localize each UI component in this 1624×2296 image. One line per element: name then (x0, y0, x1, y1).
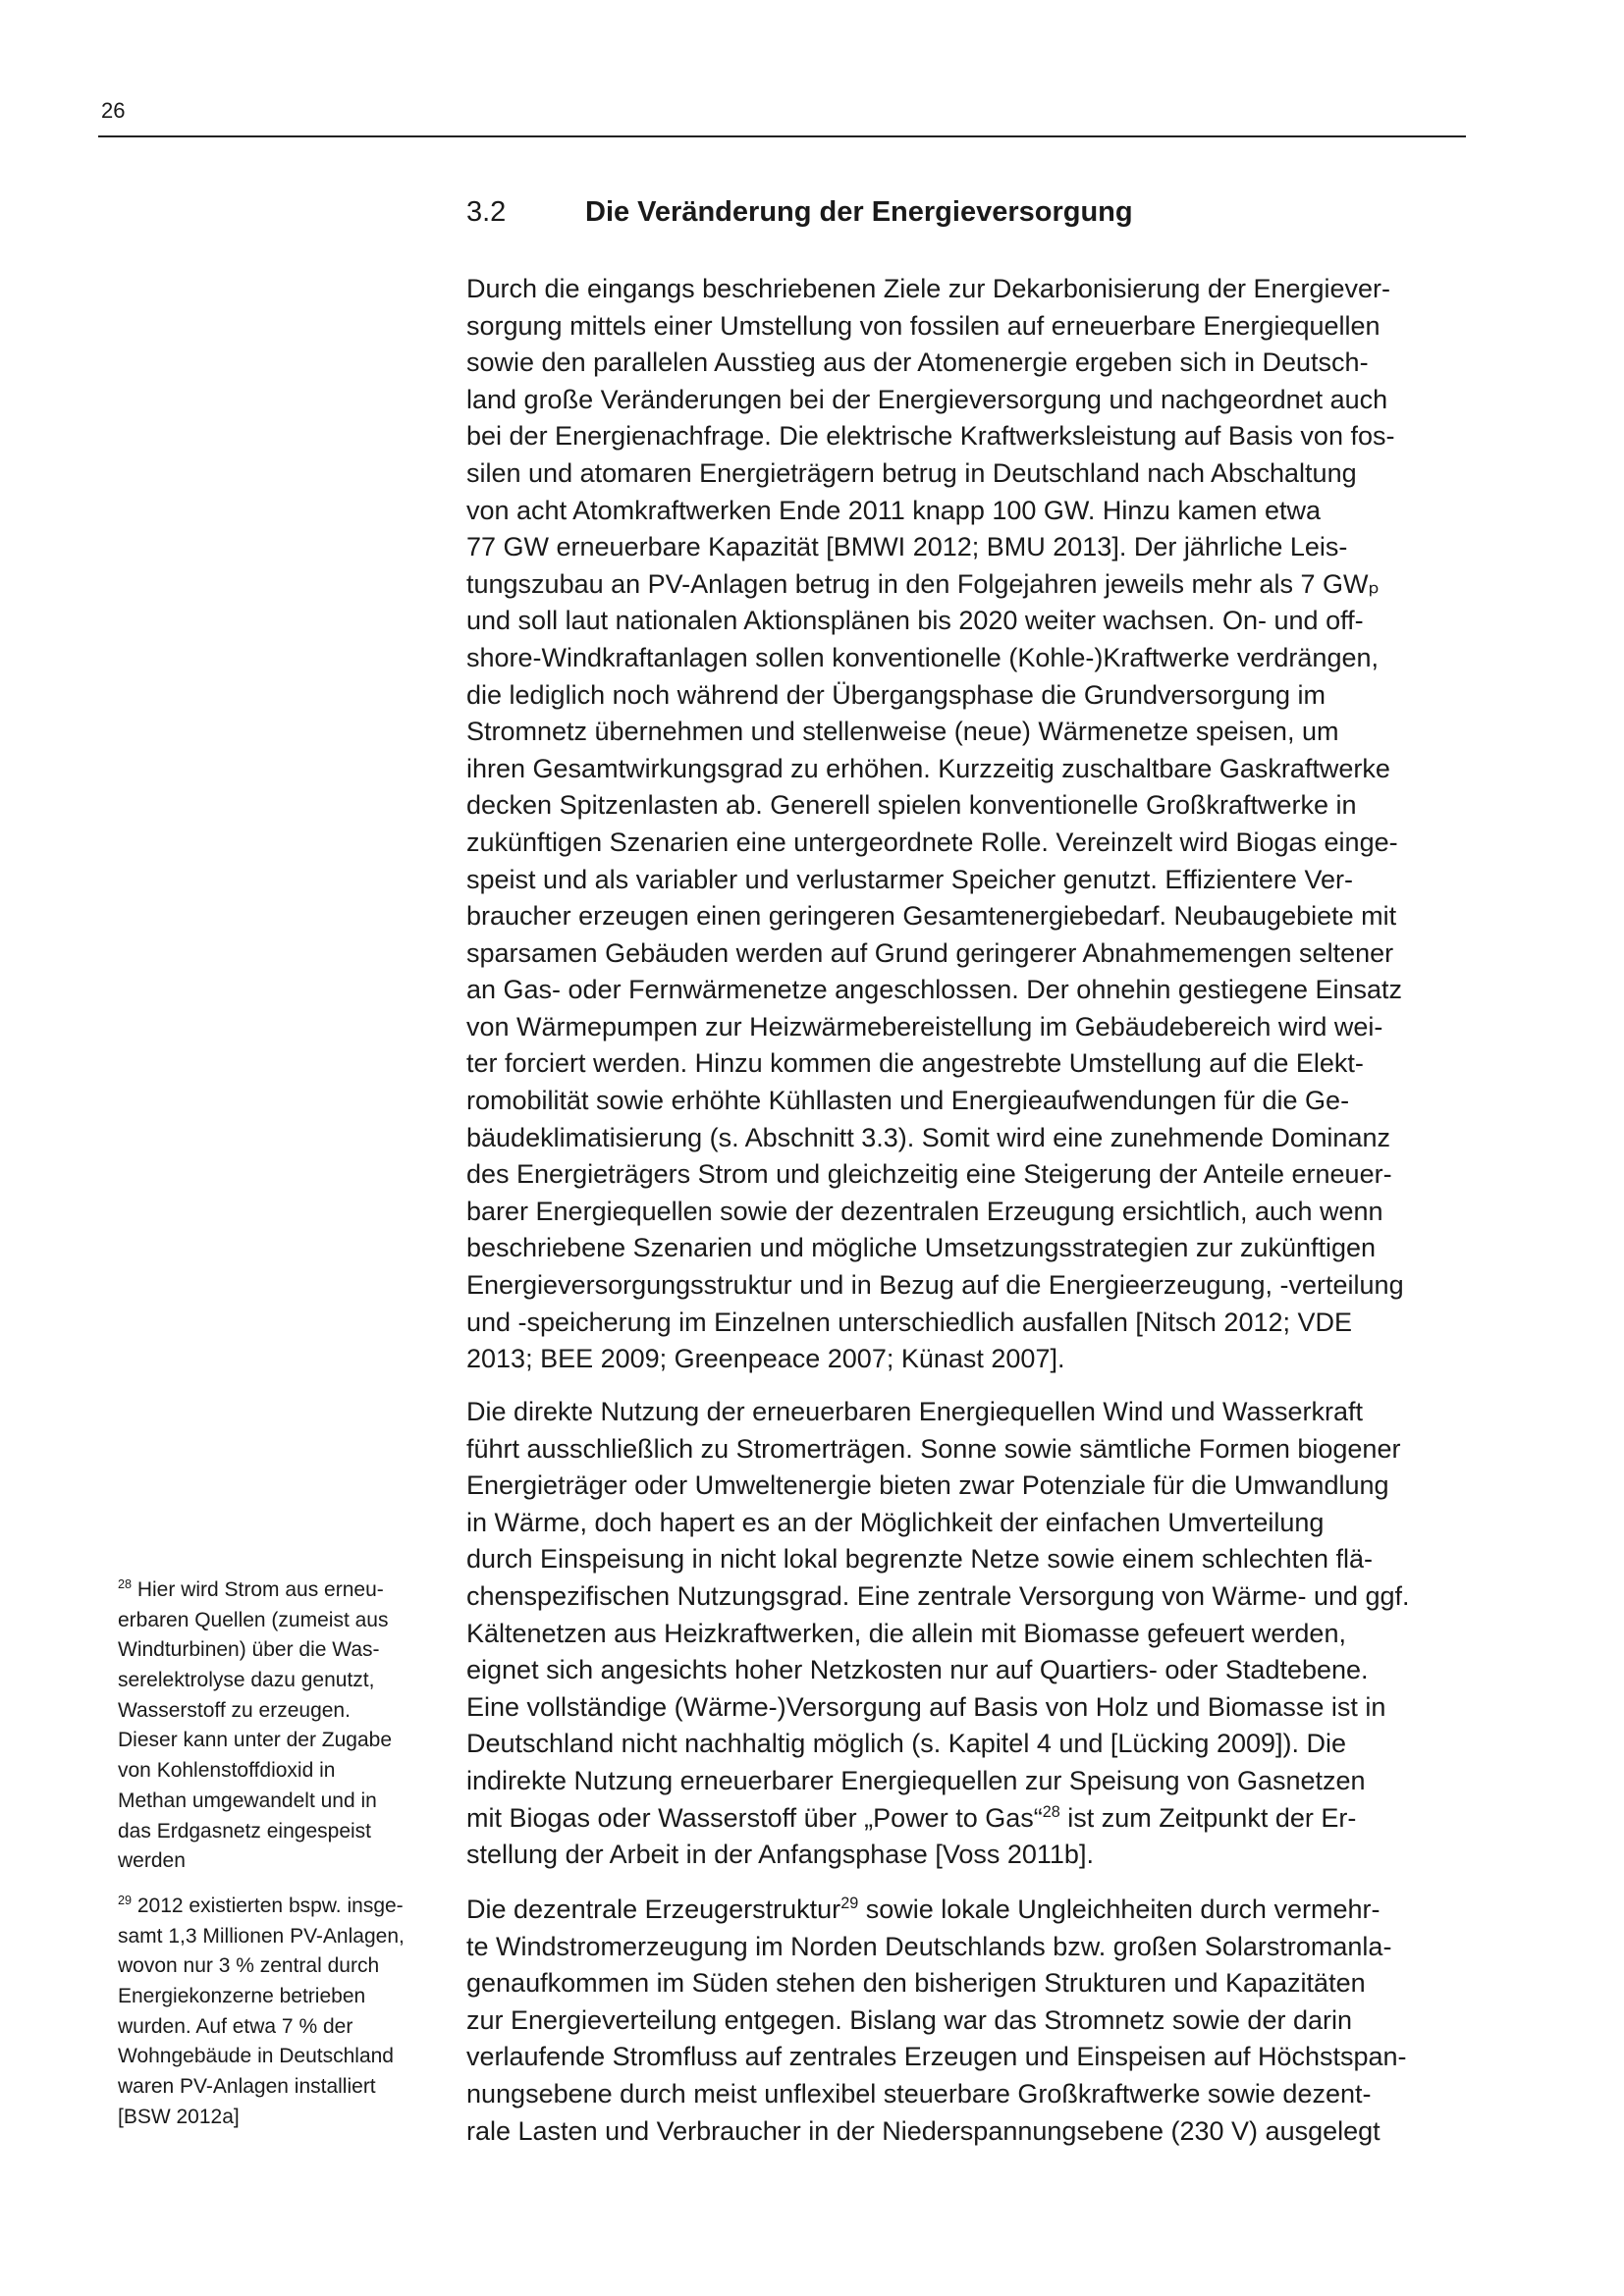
section-number: 3.2 (466, 196, 507, 228)
text-line: führt ausschließlich zu Stromerträgen. Sonne sowie sämtliche Formen biogener (466, 1433, 1401, 1464)
text-line: verlaufende Stromfluss auf zentrales Erzeugen und Einspeisen auf Höchstspan- (466, 2042, 1407, 2072)
text-line: decken Spitzenlasten ab. Generell spielen konventionelle Großkraftwerke in (466, 790, 1357, 821)
paragraph (466, 1892, 1407, 2150)
text-line: sparsamen Gebäuden werden auf Grund geringerer Abnahmemengen seltener (466, 937, 1394, 968)
text-line: shore-Windkraftanlagen sollen konventionelle (Kohle-)Kraftwerke verdrängen, (466, 642, 1379, 672)
paragraph (466, 1394, 1410, 1874)
line-text: sowie lokale Ungleichheiten durch vermehr- (858, 1895, 1380, 1924)
text-line: des Energieträgers Strom und gleichzeitig eine Steigerung der Anteile erneuer- (466, 1159, 1392, 1190)
text-line: rale Lasten und Verbraucher in der Niederspannungsebene (230 V) ausgelegt (466, 2115, 1380, 2146)
text-line: chenspezifischen Nutzungsgrad. Eine zentrale Versorgung von Wärme- und ggf. (466, 1580, 1410, 1611)
text-line: nungsebene durch meist unflexibel steuerbare Großkraftwerke sowie dezent- (466, 2078, 1372, 2109)
text-line: und soll laut nationalen Aktionsplänen bis 2020 weiter wachsen. On- und off- (466, 606, 1364, 636)
text-line: werden (118, 1849, 186, 1873)
text-line: Windturbinen) über die Was- (118, 1638, 380, 1662)
text-line: Wasserstoff zu erzeugen. (118, 1698, 351, 1722)
text-line: durch Einspeisung in nicht lokal begrenzte Netze sowie einem schlechten flä- (466, 1544, 1374, 1575)
text-line: speist und als variabler und verlustarmer Speicher genutzt. Effizientere Ver- (466, 864, 1353, 894)
page-number: 26 (101, 98, 126, 123)
footnote-reference[interactable]: 28 (1042, 1802, 1060, 1821)
text-line: in Wärme, doch hapert es an der Möglichkeit der einfachen Umverteilung (466, 1507, 1325, 1537)
footnote (118, 1892, 405, 2133)
text-line: Energieversorgungsstruktur und in Bezug auf die Energieerzeugung, -verteilung (466, 1270, 1404, 1301)
text-line: erbaren Quellen (zumeist aus (118, 1608, 389, 1631)
text-line: wovon nur 3 % zentral durch (118, 1954, 380, 1978)
text-line: Eine vollständige (Wärme-)Versorgung auf Basis von Holz und Biomasse ist in (466, 1691, 1386, 1722)
text-line: silen und atomaren Energieträgern betrug in Deutschland nach Abschaltung (466, 457, 1357, 488)
text-line: eignet sich angesichts hoher Netzkosten nur auf Quartiers- oder Stadtebene. (466, 1655, 1369, 1685)
text-line: ihren Gesamtwirkungsgrad zu erhöhen. Kurzzeitig zuschaltbare Gaskraftwerke (466, 753, 1390, 783)
text-line: braucher erzeugen einen geringeren Gesamtenergiebedarf. Neubaugebiete mit (466, 901, 1397, 932)
footnote-reference[interactable]: 29 (118, 1894, 133, 1907)
text-line: zukünftigen Szenarien eine untergeordnete Rolle. Vereinzelt wird Biogas einge- (466, 827, 1398, 857)
text-line: das Erdgasnetz eingespeist (118, 1819, 371, 1842)
text-line: te Windstromerzeugung im Norden Deutschlands bzw. großen Solarstromanla- (466, 1931, 1392, 1961)
line-text: Die dezentrale Erzeugerstruktur (466, 1895, 841, 1924)
text-line: beschriebene Szenarien und mögliche Umsetzungsstrategien zur zukünftigen (466, 1233, 1377, 1263)
text-line: Durch die eingangs beschriebenen Ziele zur Dekarbonisierung der Energiever- (466, 274, 1391, 303)
footnote (118, 1575, 392, 1877)
text-line: Wohngebäude in Deutschland (118, 2045, 394, 2068)
text-line: sowie den parallelen Ausstieg aus der Atomenergie ergeben sich in Deutsch- (466, 347, 1369, 378)
text-line: Energieträger oder Umweltenergie bieten zwar Potenziale für die Umwandlung (466, 1470, 1389, 1501)
text-line: Stromnetz übernehmen und stellenweise (neue) Wärmenetze speisen, um (466, 717, 1339, 747)
text-line: die lediglich noch während der Übergangsphase die Grundversorgung im (466, 679, 1326, 710)
text-line: stellung der Arbeit in der Anfangsphase [Voss 2011b]. (466, 1840, 1094, 1870)
text-line: wurden. Auf etwa 7 % der (118, 2014, 353, 2038)
text-line: sorgung mittels einer Umstellung von fossilen auf erneuerbare Energiequellen (466, 310, 1380, 341)
text-line: [BSW 2012a] (118, 2105, 240, 2128)
text-line: und -speicherung im Einzelnen unterschiedlich ausfallen [Nitsch 2012; VDE (466, 1307, 1353, 1337)
line-text: 2012 existierten bspw. insge- (132, 1895, 404, 1917)
text-line: von acht Atomkraftwerken Ende 2011 knapp 100 GW. Hinzu kamen etwa (466, 495, 1321, 525)
line-text: Hier wird Strom aus erneu- (132, 1578, 384, 1601)
text-line (118, 1892, 405, 1922)
text-line: 2013; BEE 2009; Greenpeace 2007; Künast 2007]. (466, 1344, 1065, 1374)
footnote-reference[interactable]: 29 (840, 1895, 859, 1912)
text-line: zur Energieverteilung entgegen. Bislang war das Stromnetz sowie der darin (466, 2004, 1352, 2035)
text-line: waren PV-Anlagen installiert (118, 2075, 376, 2099)
line-text: ist zum Zeitpunkt der Er- (1059, 1802, 1357, 1833)
text-line: genaufkommen im Süden stehen den bisherigen Strukturen und Kapazitäten (466, 1968, 1366, 1999)
text-line: romobilität sowie erhöhte Kühllasten und Energieaufwendungen für die Ge- (466, 1086, 1350, 1116)
footnote-reference[interactable]: 28 (118, 1577, 133, 1591)
text-line: tungszubau an PV-Anlagen betrug in den Folgejahren jeweils mehr als 7 GWₚ (466, 568, 1380, 599)
text-line: ter forciert werden. Hinzu kommen die angestrebte Umstellung auf die Elekt- (466, 1048, 1364, 1079)
text-line: indirekte Nutzung erneuerbarer Energiequellen zur Speisung von Gasnetzen (466, 1765, 1366, 1795)
text-line: von Wärmepumpen zur Heizwärmebereistellung im Gebäudebereich wird wei- (466, 1011, 1383, 1041)
text-line: Die direkte Nutzung der erneuerbaren Energiequellen Wind und Wasserkraft (466, 1397, 1363, 1426)
text-line: Kältenetzen aus Heizkraftwerken, die allein mit Biomasse gefeuert werden, (466, 1618, 1346, 1648)
section-title: Die Veränderung der Energieversorgung (585, 196, 1133, 228)
text-line (118, 1575, 392, 1606)
text-line: bäudeklimatisierung (s. Abschnitt 3.3). Somit wird eine zunehmende Dominanz (466, 1122, 1390, 1152)
text-line (466, 1800, 1410, 1838)
text-line: bei der Energienachfrage. Die elektrische Kraftwerksleistung auf Basis von fos- (466, 421, 1395, 452)
paragraph (466, 271, 1404, 1378)
text-line: barer Energiequellen sowie der dezentralen Erzeugung ersichtlich, auch wenn (466, 1196, 1383, 1226)
text-line: serelektrolyse dazu genutzt, (118, 1669, 375, 1692)
header-rule (98, 135, 1466, 137)
line-text: mit Biogas oder Wasserstoff über „Power to Gas“ (466, 1802, 1043, 1833)
text-line: 77 GW erneuerbare Kapazität [BMWI 2012; BMU 2013]. Der jährliche Leis- (466, 532, 1348, 562)
text-line: Methan umgewandelt und in (118, 1789, 377, 1812)
text-line: Energiekonzerne betrieben (118, 1985, 366, 2008)
section-heading (466, 196, 1133, 229)
text-line: Deutschland nicht nachhaltig möglich (s. Kapitel 4 und [Lücking 2009]). Die (466, 1729, 1347, 1759)
text-line: Dieser kann unter der Zugabe (118, 1729, 392, 1752)
text-line: land große Veränderungen bei der Energieversorgung und nachgeordnet auch (466, 384, 1388, 414)
text-line (466, 1892, 1407, 1929)
text-line: von Kohlenstoffdioxid in (118, 1759, 336, 1783)
text-line: an Gas- oder Fernwärmenetze angeschlossen. Der ohnehin gestiegene Einsatz (466, 975, 1403, 1005)
text-line: samt 1,3 Millionen PV-Anlagen, (118, 1924, 405, 1948)
